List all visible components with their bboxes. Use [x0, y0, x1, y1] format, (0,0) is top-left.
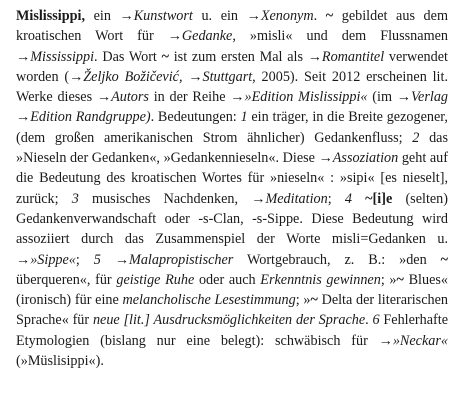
bold-term: ~[i]e: [365, 190, 393, 207]
entry-text: das »Nieseln der Gedanken«, »Gedankennieseln«. Diese: [16, 129, 448, 167]
entry-text: ; »: [380, 271, 397, 288]
headword: Mislissippi,: [16, 8, 85, 24]
entry-text: , »misli« und dem Flussnamen: [232, 28, 448, 45]
entry-text: . Bedeutungen:: [150, 109, 241, 126]
italic-term: Gedanke: [181, 28, 233, 45]
arrow-symbol: →: [167, 28, 182, 45]
italic-term: Meditation: [265, 190, 328, 207]
entry-text: ein: [85, 8, 120, 24]
italic-term: Xenonym: [260, 8, 314, 24]
arrow-symbol: →: [396, 89, 411, 106]
entry-text: ;: [327, 190, 345, 207]
entry-text: Blues« (ironisch) für eine: [16, 271, 449, 309]
page-footer-fragment: [188, 398, 218, 408]
italic-term: geistige Ruhe: [116, 271, 195, 288]
italic-term: 5: [93, 251, 101, 268]
italic-term: 4: [344, 190, 352, 207]
italic-term: →»Sippe«: [16, 251, 76, 268]
entry-text: [352, 191, 365, 207]
italic-term: Erkenntnis gewinnen: [260, 271, 381, 288]
entry-text: (selten) Gedankenverwandschaft oder -s-Clan, -s-Sippe. Diese Bedeutung wird assoziiert durch das Zusammenspiel der Worte misli=Gedanken u.: [16, 190, 448, 248]
entry-text: ist zum ersten Mal als: [169, 48, 308, 65]
italic-term: 1: [240, 109, 248, 126]
italic-term: Kunstwort: [133, 8, 193, 24]
entry-text: .: [313, 8, 326, 24]
italic-term: Romantitel: [321, 48, 385, 65]
entry-text: ; »: [295, 292, 311, 309]
entry-text: . Das Wort: [94, 48, 162, 65]
arrow-symbol: →: [246, 8, 261, 24]
italic-term: Malapropistischer: [129, 251, 234, 268]
arrow-symbol: →: [119, 8, 134, 24]
arrow-symbol: →: [251, 190, 266, 207]
entry-text: gebildet aus dem kroatischen Wort für: [16, 8, 448, 45]
entry-text: .: [365, 312, 373, 329]
arrow-symbol: →: [307, 48, 322, 65]
tilde-symbol: ~: [325, 8, 334, 24]
entry-text: musisches Nachdenken,: [78, 190, 252, 207]
dictionary-entry-mislissippi: [16, 6, 448, 371]
entry-text: Fehlerhafte Etymologien (bislang nur eine belegt): schwäbisch für: [16, 312, 448, 349]
italic-term: 6: [372, 312, 380, 329]
italic-term: melancholische Lesestimmung: [122, 292, 296, 309]
entry-text: oder auch: [194, 271, 261, 288]
entry-text: geht auf die Bedeutung des kroatischen Wortes für »nieseln« : »sipi« [es nieselt], zurück;: [16, 150, 448, 207]
tilde-symbol: ~: [440, 251, 449, 268]
dictionary-page: [16, 6, 448, 371]
italic-term: 3: [71, 190, 79, 207]
entry-text: ;: [75, 251, 94, 268]
entry-text: u. ein: [192, 8, 247, 24]
entry-text: (»Müslisippi«).: [16, 353, 104, 370]
tilde-symbol: ~: [396, 271, 404, 288]
italic-term: Autors: [111, 89, 149, 106]
entry-text: Wortgebrauch, z. B.: »den: [233, 251, 441, 268]
arrow-symbol: →: [16, 48, 31, 65]
arrow-symbol: →: [114, 251, 129, 268]
italic-term: →»Edition Mislissippi«: [230, 89, 368, 106]
italic-term: Željko Božičević, →Stuttgart: [83, 68, 253, 85]
entry-text: , 2005). Seit 2012 erscheinen lit. Werke dieses: [16, 68, 448, 106]
tilde-symbol: ~: [161, 48, 169, 65]
italic-term: →»Neckar«: [378, 332, 448, 349]
entry-text: in der Reihe: [148, 89, 231, 106]
entry-text: Delta der literarischen Sprache« für: [16, 292, 448, 329]
arrow-symbol: →: [69, 68, 84, 85]
italic-term: Verlag →Edition Randgruppe): [16, 89, 449, 126]
tilde-symbol: ~: [310, 292, 318, 309]
arrow-symbol: →: [318, 150, 333, 167]
entry-text: überqueren«, für: [16, 271, 117, 288]
italic-term: Mississippi: [30, 48, 95, 65]
italic-term: 2: [412, 129, 420, 146]
entry-text: (im: [367, 89, 397, 106]
entry-text: verwendet worden (: [16, 48, 448, 85]
italic-term: neue [lit.] Ausdrucksmöglichkeiten der Sprache: [92, 312, 366, 329]
entry-text: [101, 252, 115, 268]
italic-term: Assoziation: [332, 150, 399, 167]
entry-text: ein träger, in die Breite gezogener, (dem großen amerikanischen Strom ähnlicher) Gedankenfluss;: [16, 109, 448, 146]
arrow-symbol: →: [96, 89, 112, 106]
